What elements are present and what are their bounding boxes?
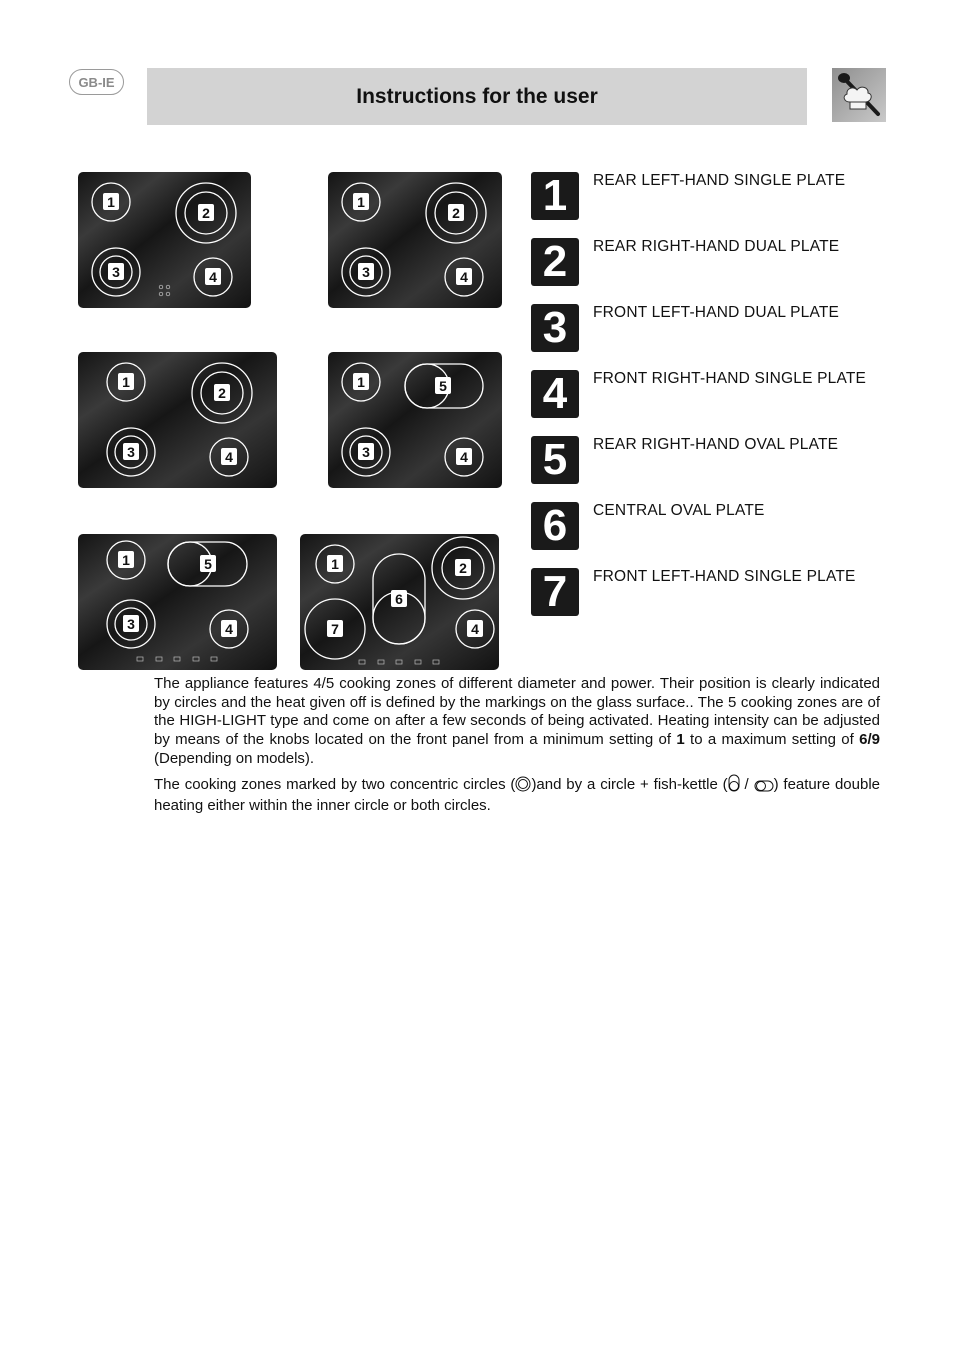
svg-text:4: 4 (460, 449, 468, 465)
legend-item-5 (531, 436, 891, 502)
svg-text:3: 3 (362, 264, 370, 280)
svg-text:1: 1 (122, 552, 130, 568)
text: ) feature double heating either within the inner circle or both circles. (154, 775, 880, 815)
zone-number-badge: 4 (531, 370, 579, 418)
svg-text:3: 3 (127, 444, 135, 460)
zone-label: CENTRAL OVAL PLATE (593, 502, 765, 519)
svg-text:7: 7 (331, 621, 339, 637)
svg-text:1: 1 (122, 374, 130, 390)
hob-diagram-d (328, 352, 502, 488)
zone-number-badge: 3 (531, 304, 579, 352)
svg-text:1: 1 (357, 194, 365, 210)
page-title: Instructions for the user (147, 68, 807, 125)
legend-item-6 (531, 502, 891, 568)
hob-diagram-f (300, 534, 499, 670)
svg-text:2: 2 (202, 205, 210, 221)
min-setting: 1 (676, 731, 685, 749)
region-badge: GB-IE (69, 69, 124, 95)
text: The appliance features 4/5 cooking zones of different diameter and power. Their position is clearly indicated by circles and the heat given off is defined by the markings on the glass surface.. The 5 cooking zones are of the HIGH-LIGHT type and come on after a few seconds of being activated. Heating intensity can be adjusted by means of the knobs located on the front panel from a minimum setting of (154, 675, 880, 749)
text: (Depending on models). (154, 749, 315, 767)
legend-item-1 (531, 172, 891, 238)
legend-item-7 (531, 568, 891, 634)
zone-number-badge: 5 (531, 436, 579, 484)
svg-text:4: 4 (471, 621, 479, 637)
text: The cooking zones marked by two concentric circles ( (154, 775, 516, 793)
legend-item-4 (531, 370, 891, 436)
svg-text:4: 4 (460, 269, 468, 285)
hob-diagram-c (78, 352, 277, 488)
zone-number-badge: 1 (531, 172, 579, 220)
svg-text:2: 2 (459, 560, 467, 576)
concentric-circles-icon (515, 776, 531, 798)
svg-text:3: 3 (112, 264, 120, 280)
chef-logo-icon (832, 68, 886, 122)
description-paragraph-2 (154, 774, 880, 816)
svg-text:1: 1 (107, 194, 115, 210)
description-paragraph-1 (154, 675, 880, 769)
svg-text:1: 1 (357, 374, 365, 390)
text: )and by a circle + fish-kettle ( (531, 775, 728, 793)
svg-text:5: 5 (439, 378, 447, 394)
hob-diagram-b (328, 172, 502, 308)
zone-label: REAR RIGHT-HAND OVAL PLATE (593, 436, 839, 453)
zone-label: FRONT RIGHT-HAND SINGLE PLATE (593, 370, 867, 387)
zone-number-badge: 7 (531, 568, 579, 616)
legend-item-2 (531, 238, 891, 304)
svg-text:1: 1 (331, 556, 339, 572)
description (154, 675, 880, 821)
svg-text:3: 3 (362, 444, 370, 460)
svg-text:3: 3 (127, 616, 135, 632)
svg-text:4: 4 (225, 621, 233, 637)
zone-label: FRONT LEFT-HAND SINGLE PLATE (593, 568, 856, 585)
zone-label: FRONT LEFT-HAND DUAL PLATE (593, 304, 840, 321)
zone-label: REAR LEFT-HAND SINGLE PLATE (593, 172, 846, 189)
hob-diagram-a (78, 172, 251, 308)
fish-kettle-vertical-icon (728, 774, 740, 798)
fish-kettle-horizontal-icon (754, 779, 774, 798)
text: / (739, 775, 754, 793)
svg-text:4: 4 (209, 269, 217, 285)
max-setting: 6/9 (859, 731, 880, 749)
svg-text:4: 4 (225, 449, 233, 465)
zone-legend (531, 172, 891, 634)
svg-text:6: 6 (395, 591, 403, 607)
svg-text:2: 2 (218, 385, 226, 401)
zone-number-badge: 6 (531, 502, 579, 550)
svg-text:5: 5 (204, 556, 212, 572)
svg-text:2: 2 (452, 205, 460, 221)
zone-number-badge: 2 (531, 238, 579, 286)
zone-label: REAR RIGHT-HAND DUAL PLATE (593, 238, 840, 255)
hob-diagram-e (78, 534, 277, 670)
text: to a maximum setting of (684, 731, 860, 749)
legend-item-3 (531, 304, 891, 370)
